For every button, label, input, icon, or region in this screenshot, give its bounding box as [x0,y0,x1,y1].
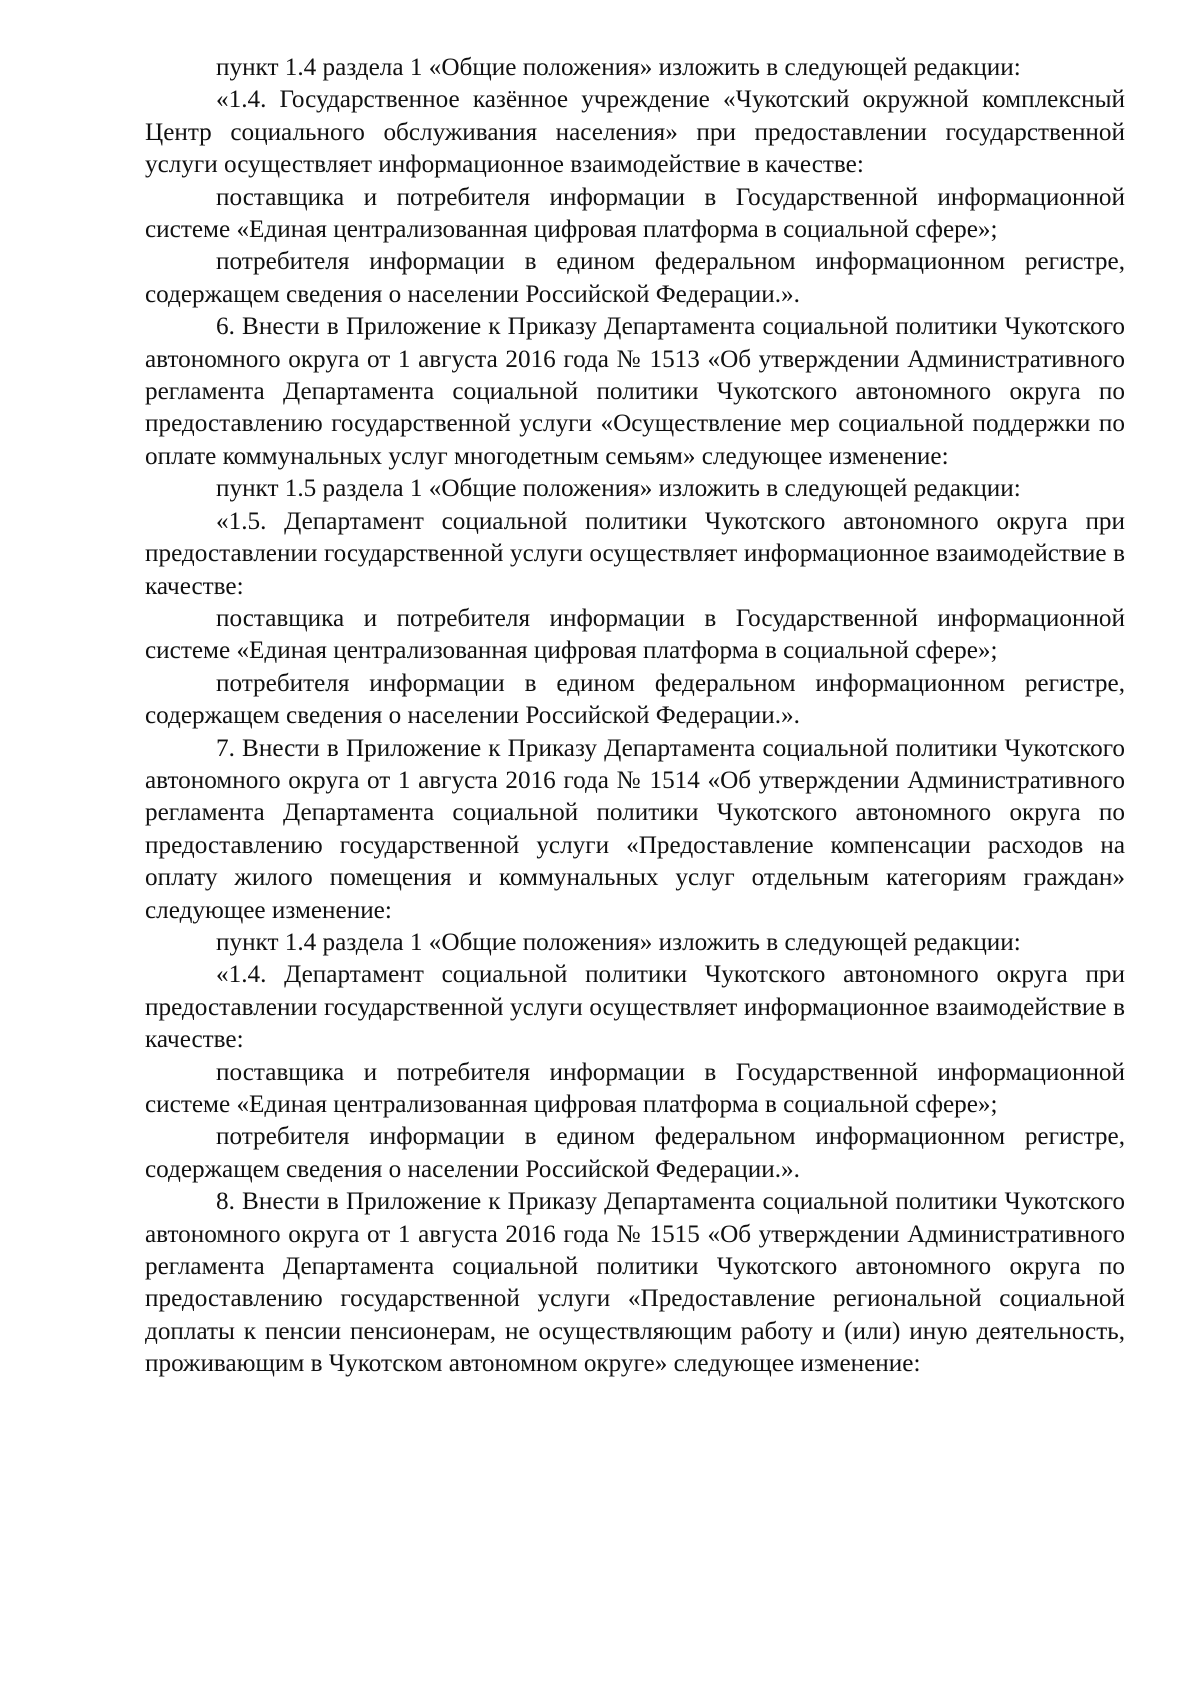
paragraph-clause-1-4-gku: «1.4. Государственное казённое учреждение «Чукотский окружной комплексный Центр социального обслуживания населения» при предоставлении государственной услуги осуществляет информационное взаимодействие в качестве: [145,86,1125,179]
paragraph-clause-1-4-department: «1.4. Департамент социальной политики Чукотского автономного округа при предоставлении государственной услуги осуществляет информационное взаимодействие в качестве: [145,961,1125,1054]
paragraph-clause-1-5: «1.5. Департамент социальной политики Чукотского автономного округа при предоставлении государственной услуги осуществляет информационное взаимодействие в качестве: [145,507,1125,600]
document-page [145,52,1125,1381]
paragraph-consumer-register: потребителя информации в едином федеральном информационном регистре, содержащем сведения о населении Российской Федерации.». [145,1123,1125,1183]
paragraph-item-8: 8. Внести в Приложение к Приказу Департамента социальной политики Чукотского автономного округа от 1 августа 2016 года № 1515 «Об утверждении Административного регламента Департамента социальной политики Чукотского автономного округа по предоставлению государственной услуги «Предоставление региональной социальной доплаты к пенсии пенсионерам, не осуществляющим работу и (или) иную деятельность, проживающим в Чукотском автономном округе» следующее изменение: [145,1188,1125,1378]
paragraph-supplier-consumer: поставщика и потребителя информации в Государственной информационной системе «Единая централизованная цифровая платформа в социальной сфере»; [145,604,1125,665]
paragraph-supplier-consumer: поставщика и потребителя информации в Государственной информационной системе «Единая централизованная цифровая платформа в социальной сфере»; [145,1058,1125,1118]
paragraph-amendment-instruction-1-4: пункт 1.4 раздела 1 «Общие положения» изложить в следующей редакции: [216,928,1021,956]
paragraph-consumer-register: потребителя информации в едином федеральном информационном регистре, содержащем сведения о населении Российской Федерации.». [145,248,1125,308]
paragraph-item-7: 7. Внести в Приложение к Приказу Департамента социальной политики Чукотского автономного округа от 1 августа 2016 года № 1514 «Об утверждении Административного регламента Департамента социальной политики Чукотского автономного округа по предоставлению государственной услуги «Предоставление компенсации расходов на оплату жилого помещения и коммунальных услуг отдельным категориям граждан» следующее изменение: [145,734,1125,924]
paragraph-amendment-instruction-1-5: пункт 1.5 раздела 1 «Общие положения» изложить в следующей редакции: [216,475,1021,503]
paragraph-amendment-instruction-1-4: пункт 1.4 раздела 1 «Общие положения» изложить в следующей редакции: [216,54,1021,81]
paragraph-supplier-consumer: поставщика и потребителя информации в Государственной информационной системе «Единая централизованная цифровая платформа в социальной сфере»; [145,183,1125,244]
paragraph-consumer-register: потребителя информации в едином федеральном информационном регистре, содержащем сведения о населении Российской Федерации.». [145,669,1125,730]
paragraph-item-6: 6. Внести в Приложение к Приказу Департамента социальной политики Чукотского автономного округа от 1 августа 2016 года № 1513 «Об утверждении Административного регламента Департамента социальной политики Чукотского автономного округа по предоставлению государственной услуги «Осуществление мер социальной поддержки по оплате коммунальных услуг многодетным семьям» следующее изменение: [145,313,1125,470]
